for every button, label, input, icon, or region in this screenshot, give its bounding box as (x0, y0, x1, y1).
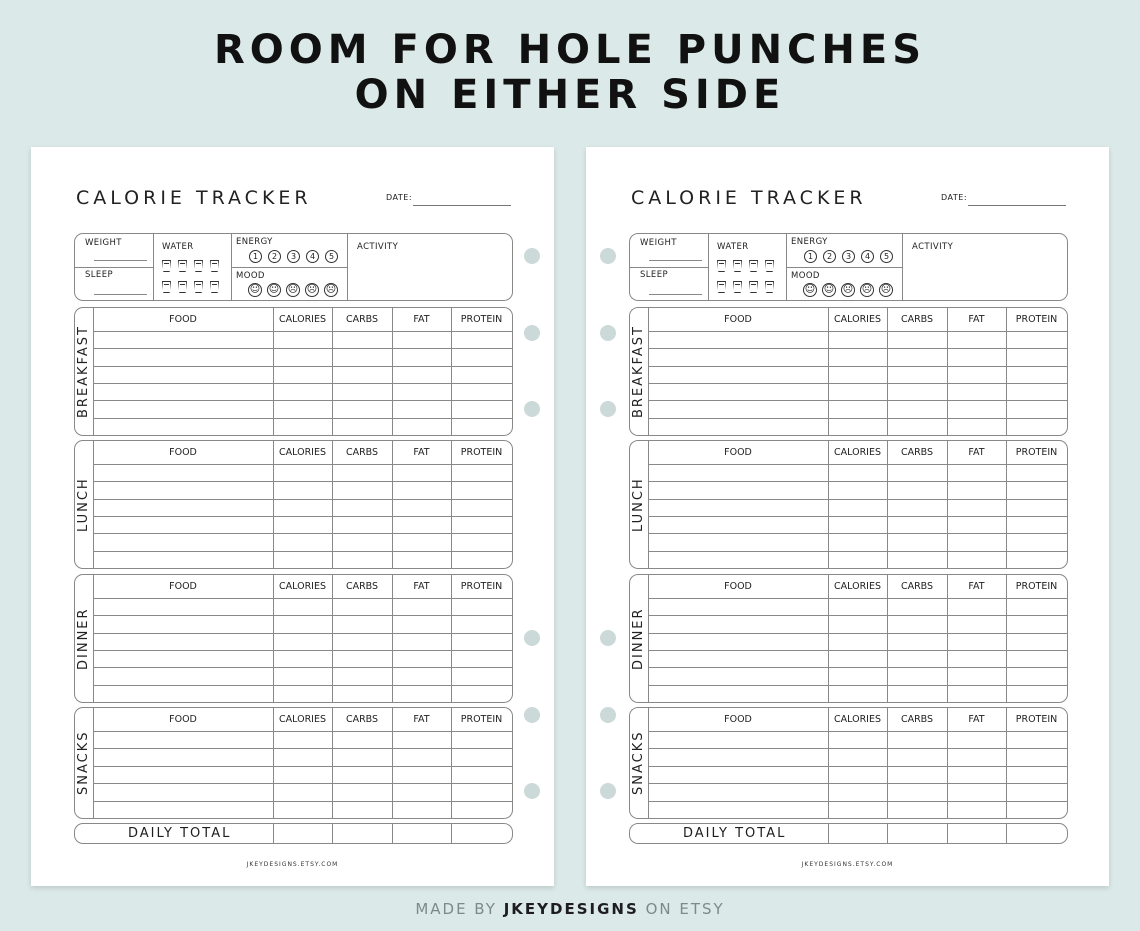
hole-punch (524, 325, 540, 341)
table-row (648, 598, 1067, 599)
section-label: LUNCH (76, 477, 91, 532)
column-divider (828, 441, 829, 568)
column-divider (828, 824, 829, 843)
hole-punch (524, 783, 540, 799)
face-icon: ☹ (842, 284, 854, 295)
planner-page-right (586, 147, 1109, 886)
section-label: DINNER (76, 607, 91, 670)
face-icon: ☺ (804, 284, 816, 295)
table-row (93, 551, 512, 552)
cup-icon (717, 260, 726, 272)
column-header: CARBS (900, 447, 934, 458)
divider (648, 441, 649, 568)
column-divider (273, 308, 274, 435)
hole-punch (524, 248, 540, 264)
table-row (648, 766, 1067, 767)
table-row (93, 801, 512, 802)
column-header: CARBS (345, 581, 379, 592)
hole-punch (524, 401, 540, 417)
column-divider (273, 575, 274, 702)
column-divider (451, 308, 452, 435)
sleep-label: SLEEP (85, 270, 113, 280)
footer-suffix: ON ETSY (638, 900, 725, 918)
column-header: FOOD (169, 314, 197, 325)
hole-punch (600, 325, 616, 341)
table-row (93, 748, 512, 749)
column-header: CALORIES (834, 714, 881, 725)
divider (648, 308, 649, 435)
section-label: BREAKFAST (76, 325, 91, 418)
table-row (648, 418, 1067, 419)
column-header: FOOD (169, 581, 197, 592)
column-header: CARBS (345, 447, 379, 458)
divider (93, 441, 94, 568)
table-row (93, 533, 512, 534)
table-row (93, 731, 512, 732)
column-header: FAT (968, 714, 985, 725)
hole-punch (600, 401, 616, 417)
activity-label: ACTIVITY (912, 242, 954, 252)
column-divider (451, 441, 452, 568)
daily-total-label: DAILY TOTAL (128, 826, 232, 841)
divider (708, 234, 709, 300)
daily-info-box (74, 233, 513, 301)
column-header: CALORIES (834, 314, 881, 325)
face-icon: ☹ (880, 284, 892, 295)
column-header: CALORIES (834, 447, 881, 458)
meal-section (629, 707, 1068, 819)
column-header: FOOD (724, 447, 752, 458)
column-divider (828, 308, 829, 435)
meal-section (629, 574, 1068, 703)
energy-level: 1 (249, 250, 262, 263)
cup-icon (210, 260, 219, 272)
divider (231, 267, 347, 268)
column-divider (451, 575, 452, 702)
table-row (648, 516, 1067, 517)
table-row (93, 383, 512, 384)
column-header: CALORIES (279, 581, 326, 592)
weight-line (649, 260, 702, 261)
meal-section (74, 440, 513, 569)
column-header: PROTEIN (1015, 314, 1058, 325)
column-header: CARBS (345, 714, 379, 725)
divider (153, 234, 154, 300)
energy-level: 2 (823, 250, 836, 263)
table-row (93, 499, 512, 500)
column-divider (451, 824, 452, 843)
face-icon: ☹ (325, 284, 337, 295)
section-label: LUNCH (631, 477, 646, 532)
column-divider (273, 824, 274, 843)
column-header: FAT (413, 714, 430, 725)
column-header: CARBS (900, 714, 934, 725)
column-header: CALORIES (834, 581, 881, 592)
mood-label: MOOD (791, 271, 820, 281)
cup-icon (210, 281, 219, 293)
column-divider (332, 441, 333, 568)
meal-section (74, 307, 513, 436)
table-row (93, 667, 512, 668)
cup-icon (733, 260, 742, 272)
table-row (93, 783, 512, 784)
section-label: DINNER (631, 607, 646, 670)
meal-section (629, 307, 1068, 436)
energy-level: 5 (880, 250, 893, 263)
table-row (648, 383, 1067, 384)
column-divider (1006, 308, 1007, 435)
table-row (648, 499, 1067, 500)
table-row (648, 366, 1067, 367)
table-row (93, 633, 512, 634)
divider (648, 575, 649, 702)
footer-brand: JKEYDESIGNS (503, 900, 639, 918)
divider (902, 234, 903, 300)
footer-prefix: MADE BY (415, 900, 504, 918)
sleep-label: SLEEP (640, 270, 668, 280)
table-row (648, 731, 1067, 732)
sleep-line (94, 294, 147, 295)
divider (93, 575, 94, 702)
cup-icon (194, 260, 203, 272)
mood-label: MOOD (236, 271, 265, 281)
table-row (93, 400, 512, 401)
date-line (968, 205, 1066, 206)
table-row (648, 783, 1067, 784)
table-row (93, 464, 512, 465)
column-header: FAT (413, 447, 430, 458)
energy-label: ENERGY (236, 237, 273, 247)
column-divider (392, 308, 393, 435)
divider (786, 267, 902, 268)
face-icon: ☹ (306, 284, 318, 295)
column-divider (392, 575, 393, 702)
column-divider (1006, 441, 1007, 568)
divider (75, 267, 153, 268)
column-header: PROTEIN (1015, 447, 1058, 458)
divider (630, 267, 708, 268)
column-header: FOOD (169, 714, 197, 725)
table-row (93, 331, 512, 332)
footer (0, 900, 1140, 918)
column-header: PROTEIN (1015, 581, 1058, 592)
column-divider (887, 441, 888, 568)
face-icon: ☺ (268, 284, 280, 295)
table-row (648, 801, 1067, 802)
column-divider (273, 441, 274, 568)
weight-line (94, 260, 147, 261)
daily-total-box (74, 823, 513, 844)
column-divider (392, 824, 393, 843)
date-label: DATE: (386, 193, 413, 202)
cup-icon (178, 260, 187, 272)
table-row (93, 598, 512, 599)
water-label: WATER (717, 242, 749, 252)
hole-punch (600, 707, 616, 723)
cup-icon (162, 281, 171, 293)
energy-level: 3 (842, 250, 855, 263)
cup-icon (194, 281, 203, 293)
column-header: FAT (413, 581, 430, 592)
section-label: SNACKS (631, 730, 646, 796)
table-row (648, 551, 1067, 552)
hole-punch (600, 248, 616, 264)
weight-label: WEIGHT (85, 238, 122, 248)
section-label: SNACKS (76, 730, 91, 796)
column-divider (332, 824, 333, 843)
table-row (648, 748, 1067, 749)
cup-icon (162, 260, 171, 272)
cup-icon (765, 281, 774, 293)
water-label: WATER (162, 242, 194, 252)
hole-punch (600, 783, 616, 799)
column-header: CARBS (900, 581, 934, 592)
column-divider (332, 575, 333, 702)
face-icon: ☺ (249, 284, 261, 295)
sleep-line (649, 294, 702, 295)
column-divider (947, 575, 948, 702)
column-divider (887, 308, 888, 435)
face-icon: ☹ (287, 284, 299, 295)
credit-text: JKEYDESIGNS.ETSY.COM (801, 861, 894, 868)
meal-section (74, 574, 513, 703)
table-row (93, 348, 512, 349)
column-header: CALORIES (279, 714, 326, 725)
column-divider (947, 824, 948, 843)
cup-icon (733, 281, 742, 293)
column-header: FAT (968, 314, 985, 325)
energy-level: 5 (325, 250, 338, 263)
section-label: BREAKFAST (631, 325, 646, 418)
column-divider (947, 441, 948, 568)
headline (0, 28, 1140, 118)
column-divider (947, 308, 948, 435)
column-header: PROTEIN (460, 314, 503, 325)
table-row (93, 418, 512, 419)
energy-level: 4 (861, 250, 874, 263)
meal-section (74, 707, 513, 819)
table-row (93, 366, 512, 367)
table-row (648, 348, 1067, 349)
date-line (413, 205, 511, 206)
credit-text: JKEYDESIGNS.ETSY.COM (246, 861, 339, 868)
table-row (93, 685, 512, 686)
table-row (648, 331, 1067, 332)
table-row (93, 766, 512, 767)
column-divider (887, 824, 888, 843)
table-row (648, 633, 1067, 634)
table-row (648, 650, 1067, 651)
planner-page-left (31, 147, 554, 886)
face-icon: ☹ (861, 284, 873, 295)
column-divider (1006, 575, 1007, 702)
column-header: PROTEIN (460, 714, 503, 725)
cup-icon (765, 260, 774, 272)
column-header: CALORIES (279, 314, 326, 325)
headline-line-2: ON EITHER SIDE (354, 72, 786, 118)
column-header: FOOD (724, 581, 752, 592)
face-icon: ☺ (823, 284, 835, 295)
column-header: FOOD (169, 447, 197, 458)
table-row (648, 481, 1067, 482)
column-header: CARBS (345, 314, 379, 325)
table-row (648, 400, 1067, 401)
column-header: PROTEIN (1015, 714, 1058, 725)
cup-icon (749, 260, 758, 272)
column-header: PROTEIN (460, 581, 503, 592)
energy-level: 3 (287, 250, 300, 263)
daily-total-label: DAILY TOTAL (683, 826, 787, 841)
column-header: CARBS (900, 314, 934, 325)
table-row (648, 685, 1067, 686)
activity-label: ACTIVITY (357, 242, 399, 252)
column-header: FAT (968, 447, 985, 458)
energy-level: 1 (804, 250, 817, 263)
table-row (648, 615, 1067, 616)
energy-level: 2 (268, 250, 281, 263)
column-divider (392, 441, 393, 568)
cup-icon (178, 281, 187, 293)
daily-total-box (629, 823, 1068, 844)
table-row (93, 615, 512, 616)
divider (347, 234, 348, 300)
meal-section (629, 440, 1068, 569)
table-row (648, 667, 1067, 668)
column-header: PROTEIN (460, 447, 503, 458)
column-header: FAT (413, 314, 430, 325)
hole-punch (524, 707, 540, 723)
cup-icon (717, 281, 726, 293)
daily-info-box (629, 233, 1068, 301)
table-row (93, 516, 512, 517)
column-header: FOOD (724, 314, 752, 325)
divider (93, 308, 94, 435)
hole-punch (524, 630, 540, 646)
column-divider (887, 575, 888, 702)
table-row (648, 464, 1067, 465)
column-divider (332, 308, 333, 435)
column-divider (828, 575, 829, 702)
column-header: FAT (968, 581, 985, 592)
headline-line-1: ROOM FOR HOLE PUNCHES (213, 27, 927, 73)
hole-punch (600, 630, 616, 646)
cup-icon (749, 281, 758, 293)
table-row (93, 481, 512, 482)
page-title: CALORIE TRACKER (76, 187, 312, 209)
energy-label: ENERGY (791, 237, 828, 247)
column-divider (1006, 824, 1007, 843)
date-label: DATE: (941, 193, 968, 202)
table-row (93, 650, 512, 651)
table-row (648, 533, 1067, 534)
column-header: CALORIES (279, 447, 326, 458)
page-title: CALORIE TRACKER (631, 187, 867, 209)
energy-level: 4 (306, 250, 319, 263)
weight-label: WEIGHT (640, 238, 677, 248)
column-header: FOOD (724, 714, 752, 725)
